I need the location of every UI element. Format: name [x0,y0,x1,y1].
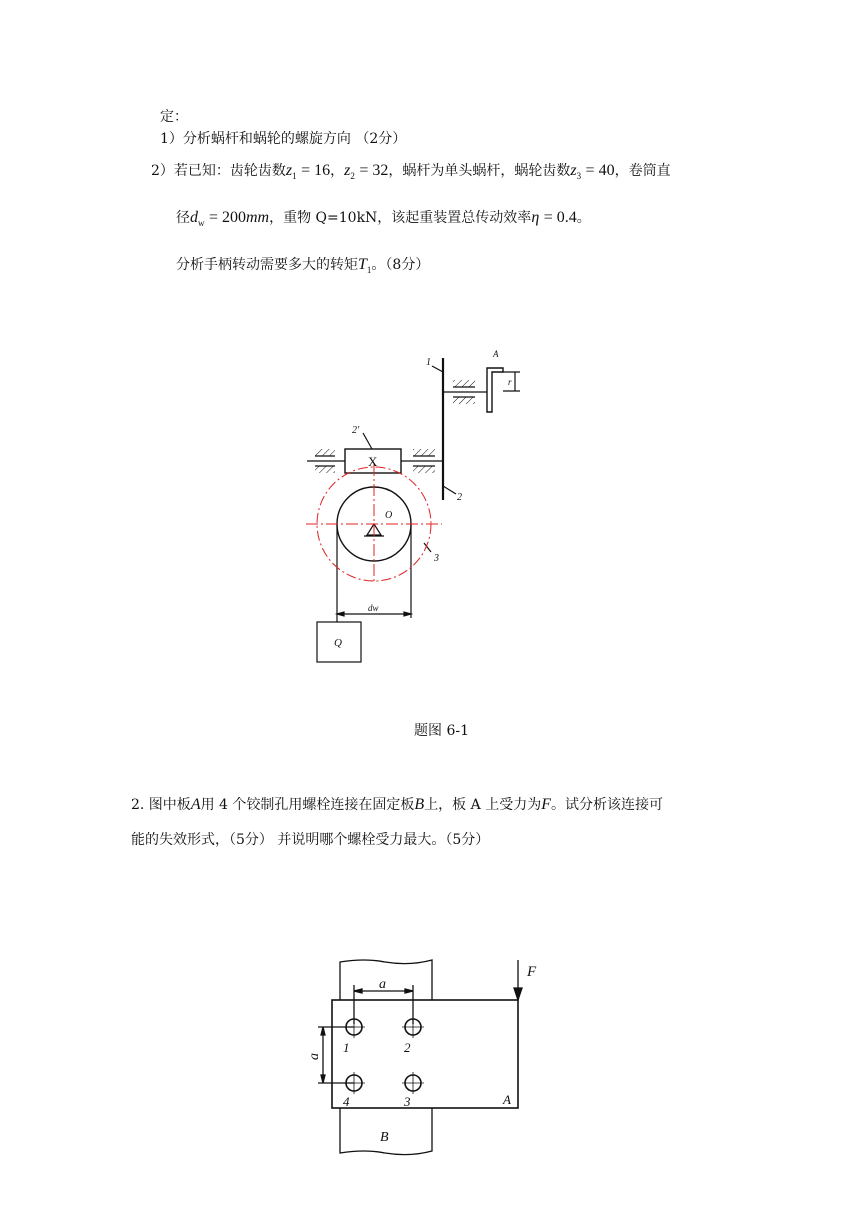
label-1: 1 [426,357,431,368]
q2-line1-a: 2. 图中板 [131,797,191,813]
z2-value: = 32 [359,162,389,179]
q1-item1: 1）分析蜗杆和蜗轮的螺旋方向 （2分） [160,131,407,147]
label-3: 3 [434,553,439,564]
line2-prefix: 径 [176,210,190,226]
label-Q: Q [334,637,342,649]
label-2prime: 2′ [352,425,360,436]
label-a-top: a [379,977,386,992]
plate-B-symbol: B [414,796,425,813]
line2-mid: ，重物 Q=10kN，该起重装置总传动效率 [269,210,532,226]
label-O: O [385,510,393,521]
q2-line1-d: 。试分析该连接可 [550,797,663,813]
label-F: F [527,964,537,980]
line3-prefix: 分析手柄转动需要多大的转矩 [176,257,358,273]
label-2: 2 [457,492,462,503]
plate-A [332,1000,518,1108]
bolt-label-2: 2 [404,1040,411,1055]
label-plate-A: A [503,1092,511,1107]
eta-value: = 0.4 [543,209,577,226]
line3-suffix: 。（8分） [371,257,430,273]
q1-item2-prefix: 2）若已知：齿轮齿数 [151,163,286,179]
q1-intro: 定： [160,109,188,125]
z3-value: = 40 [585,162,615,179]
z2-symbol: $z_2$ [344,162,355,182]
z1-symbol: $z_1$ [285,162,297,182]
sep-1: ， [330,163,345,179]
bolt-label-4: 4 [343,1094,350,1109]
q2-line1-c: 上，板 A 上受力为 [424,797,542,813]
line2-suffix: 。 [576,210,591,226]
q2-line2: 能的失效形式，（5分） 并说明哪个螺栓受力最大。（5分） [131,832,490,848]
label-A: A [493,349,499,359]
dw-symbol: $d_w$ [190,209,205,229]
label-r: r [508,377,512,387]
q1-item2-suffix: ，卷筒直 [614,163,671,179]
dw-value: = 200 [208,209,246,226]
bolt-label-3: 3 [404,1094,411,1109]
dw-unit: mm [245,209,270,226]
label-dw: dw [368,603,379,613]
q1-item2-mid: ，蜗杆为单头蜗杆，蜗轮齿数 [388,163,571,179]
label-a-left: a [307,1053,322,1060]
plate-A-symbol: A [190,796,201,813]
force-F-symbol: F [541,796,551,813]
figure-caption: 题图 6-1 [414,723,469,739]
z3-symbol: $z_3$ [570,162,582,182]
label-plate-B: B [380,1130,389,1145]
T1-symbol: $T_1$ [358,256,372,276]
bolt-label-1: 1 [343,1040,350,1055]
eta-symbol: η [531,209,540,226]
z1-value: = 16 [301,162,331,179]
label-X: X [368,454,378,469]
q2-line1-b: 用 4 个铰制孔用螺栓连接在固定板 [200,797,415,813]
